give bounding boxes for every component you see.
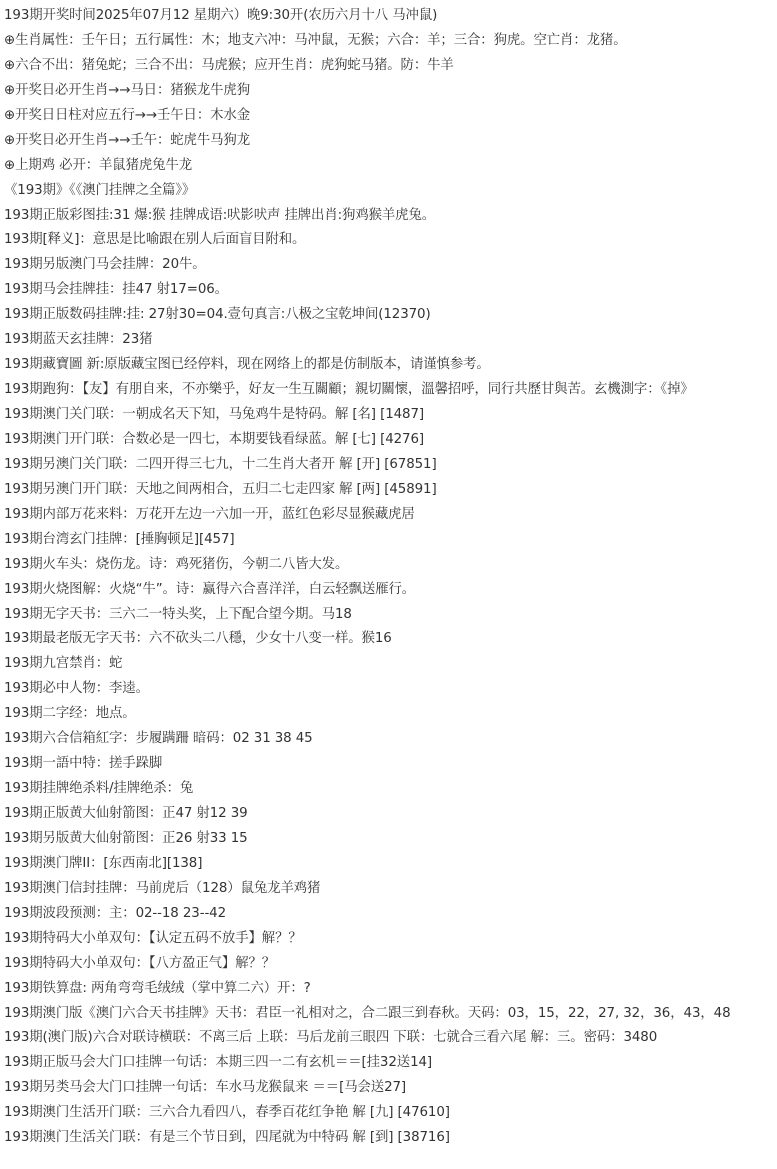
text-line: 193期九宫禁肖：蛇 [4, 656, 123, 672]
text-line: 193期另类马会大门口挂牌一句话：车水马龙猴鼠来 ＝＝[马会送27] [4, 1080, 407, 1096]
text-line: 193期台湾玄门挂牌：[捶胸顿足][457] [4, 531, 235, 547]
text-line: 193期火车头：烧伤龙。诗：鸡死猪伤，今朝二八皆大发。 [4, 556, 349, 572]
text-line: 193期[释义]：意思是比喻跟在别人后面盲目附和。 [4, 232, 306, 248]
text-line: 193期铁算盘: 两角弯弯毛绒绒（掌中算二六）开：? [4, 980, 311, 996]
text-line: 193期另版黄大仙射箭图：正26 射33 15 [4, 830, 248, 846]
text-line: ⊕六合不出：猪兔蛇；三合不出：马虎猴；应开生肖：虎狗蛇马猪。防：牛羊 [4, 57, 454, 73]
text-line: 193期澳门关门联：一朝成名天下知，马兔鸡牛是特码。解 [名] [1487] [4, 407, 425, 422]
text-line: 193期(澳门版)六合对联诗横联：不离三后 上联：马后龙前三眼四 下联：七就合三看六尾 解：三。密码：3480 [4, 1030, 658, 1046]
text-line: 193期马会挂牌挂：挂47 射17=06。 [4, 282, 228, 298]
text-line: ⊕上期鸡 必开：羊鼠猪虎兔牛龙 [4, 157, 193, 173]
text-line: 193期澳门开门联：合数必是一四七，本期要钱看绿蓝。解 [七] [4276] [4, 431, 425, 447]
text-line: 193期一語中特：搓手跺脚 [4, 756, 163, 772]
text-line: ⊕开奖日必开生肖→→马日：猪猴龙牛虎狗 [4, 82, 251, 98]
text-line: 193期澳门信封挂牌：马前虎后（128）鼠兔龙羊鸡猪 [4, 880, 321, 896]
text-line: 193期藏寶圖 新:原版藏宝图已经停料，现在网络上的都是仿制版本，请谨慎参考。 [4, 357, 490, 373]
text-line: 193期另版澳门马会挂牌：20牛。 [4, 257, 206, 273]
text-line: 193期澳门生活开门联：三六合九看四八，春季百花红争艳 解 [九] [47610] [4, 1105, 450, 1121]
text-line: 193期特码大小单双句：【八方盈正气】解？？ [4, 955, 276, 971]
text-line: 193期二字经：地点。 [4, 706, 136, 722]
text-line: 193期必中人物：李逵。 [4, 681, 149, 697]
text-line: 193期澳门版《澳门六合天书挂牌》天书：君臣一礼相对之，合二跟三到春秋。天码：03，15，22，27, 32，36，43，48 [4, 1005, 731, 1021]
text-line: 193期正版马会大门口挂牌一句话：本期三四一二有玄机＝＝[挂32送14] [4, 1055, 433, 1071]
text-line: 193期无字天书：三六二一特头奖，上下配合望今期。马18 [4, 606, 352, 622]
text-line: 193期另澳门关门联：二四开得三七九，十二生肖大者开 解 [开] [67851] [4, 456, 437, 472]
text-line: 193期澳门牌II：[东西南北][138] [4, 855, 203, 871]
text-line: 193期正版彩图挂:31 爆:猴 挂牌成语:吠影吠声 挂牌出肖:狗鸡猴羊虎兔。 [4, 207, 436, 223]
text-line: ⊕开奖日必开生肖→→壬午：蛇虎牛马狗龙 [4, 132, 251, 148]
text-line: 193期正版数码挂牌:挂: 27射30=04.壹句真言:八极之宝乾坤间(12370) [4, 307, 431, 323]
text-line: 193期跑狗：【友】有朋自来，不亦樂乎，好友一生互關顧；親切關懷，溫馨招呼，同行共歷甘與苦。玄機測字：《掉》 [4, 382, 694, 398]
text-line: 193期火烧图解：火烧“牛”。诗：赢得六合喜洋洋，白云轻飘送雁行。 [4, 581, 416, 597]
text-line: ⊕生肖属性：壬午日；五行属性：木；地支六冲：马冲鼠，无猴；六合：羊；三合：狗虎。空亡肖：龙猪。 [4, 32, 627, 48]
text-line: 《193期》《《澳门挂牌之全篇》》 [4, 182, 196, 198]
text-line: 193期最老版无字天书：六不砍头二八穩，少女十八变一样。猴16 [4, 631, 392, 647]
text-line: 193期澳门生活关门联：有是三个节日到，四尾就为中特码 解 [到] [38716] [4, 1130, 450, 1146]
text-line: 193期六合信箱紅字：步履蹒跚 暗码：02 31 38 45 [4, 731, 313, 747]
text-line: 193期正版黄大仙射箭图：正47 射12 39 [4, 806, 248, 821]
text-line: 193期蓝天玄挂牌：23猪 [4, 332, 153, 348]
text-line: ⊕开奖日日柱对应五行→→壬午日：木水金 [4, 107, 251, 123]
text-line: 193期另澳门开门联：天地之间两相合，五归二七走四家 解 [两] [45891] [4, 481, 437, 497]
text-line: 193期特码大小单双句：【认定五码不放手】解？？ [4, 930, 302, 946]
text-line: 193期波段预测：主：02--18 23--42 [4, 905, 227, 921]
text-line: 193期开奖时间2025年07月12 星期六）晚9:30开(农历六月十八 马冲鼠) [4, 8, 438, 23]
text-line: 193期挂牌绝杀料/挂牌绝杀：兔 [4, 781, 194, 797]
text-line: 193期内部万花来料：万花开左边一六加一开，蓝红色彩尽显猴藏虎居 [4, 506, 415, 522]
